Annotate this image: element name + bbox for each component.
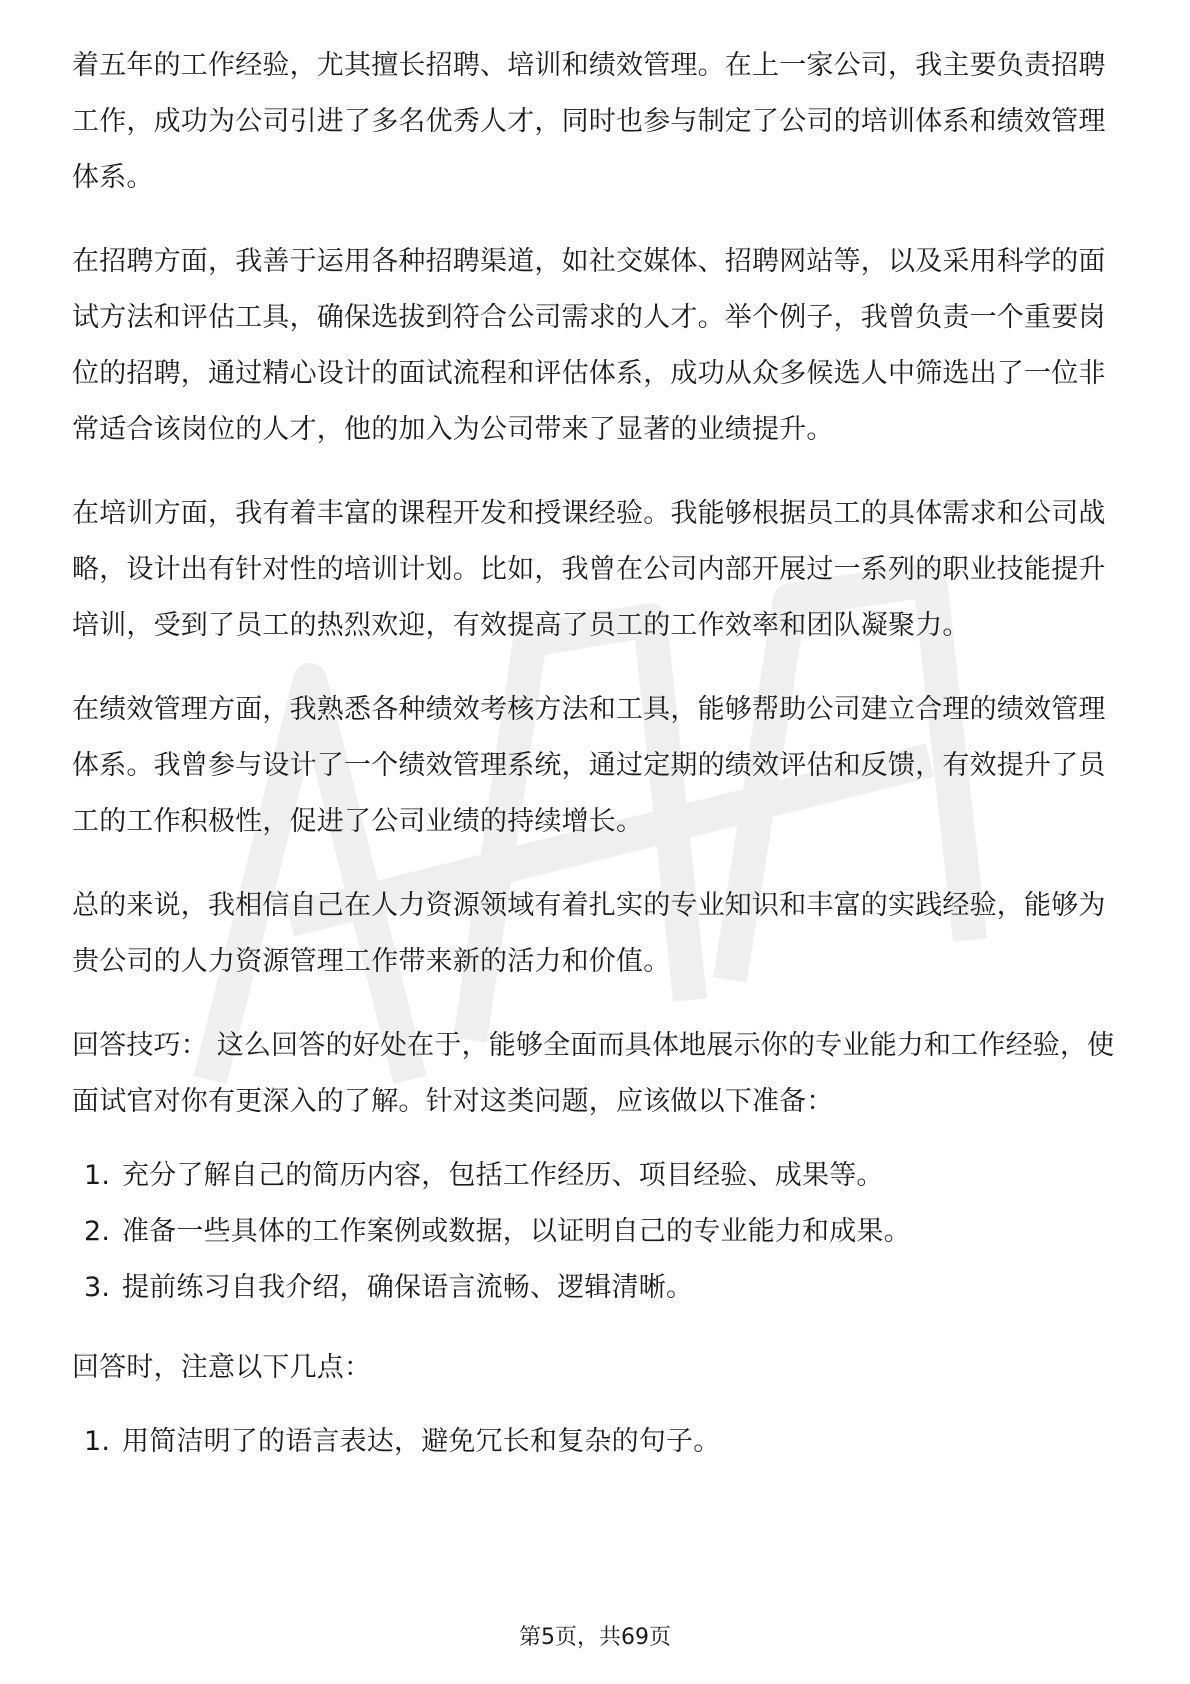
list-number: 2. xyxy=(84,1216,111,1247)
page-number-footer: 第5页，共69页 xyxy=(519,1625,671,1650)
notes-list xyxy=(72,1414,1118,1470)
paragraph-performance: 在绩效管理方面，我熟悉各种绩效考核方法和工具，能够帮助公司建立合理的绩效管理体系。我曾参与设计了一个绩效管理系统，通过定期的绩效评估和反馈，有效提升了员工的工作积极性，促进了公司业绩的持续增长。 xyxy=(72,694,1106,837)
body-content xyxy=(72,38,1118,1494)
list-item xyxy=(72,1260,1118,1316)
paragraph-recruitment: 在招聘方面，我善于运用各种招聘渠道，如社交媒体、招聘网站等，以及采用科学的面试方法和评估工具，确保选拔到符合公司需求的人才。举个例子，我曾负责一个重要岗位的招聘，通过精心设计的面试流程和评估体系，成功从众多候选人中筛选出了一位非常适合该岗位的人才，他的加入为公司带来了显著的业绩提升。 xyxy=(72,246,1106,445)
paragraph-conclusion: 总的来说，我相信自己在人力资源领域有着扎实的专业知识和丰富的实践经验，能够为贵公司的人力资源管理工作带来新的活力和价值。 xyxy=(72,890,1106,977)
paragraph-experience-summary: 着五年的工作经验，尤其擅长招聘、培训和绩效管理。在上一家公司，我主要负责招聘工作，成功为公司引进了多名优秀人才，同时也参与制定了公司的培训体系和绩效管理体系。 xyxy=(72,50,1106,193)
list-item xyxy=(72,1204,1118,1260)
list-text: 准备一些具体的工作案例或数据，以证明自己的专业能力和成果。 xyxy=(122,1216,911,1247)
list-number: 1. xyxy=(84,1160,111,1191)
paragraph-answer-notes: 回答时，注意以下几点： xyxy=(72,1352,372,1383)
list-item xyxy=(72,1148,1118,1204)
list-text: 充分了解自己的简历内容，包括工作经历、项目经验、成果等。 xyxy=(122,1160,884,1191)
paragraph-training: 在培训方面，我有着丰富的课程开发和授课经验。我能够根据员工的具体需求和公司战略，设计出有针对性的培训计划。比如，我曾在公司内部开展过一系列的职业技能提升培训，受到了员工的热烈欢迎，有效提高了员工的工作效率和团队凝聚力。 xyxy=(72,498,1106,641)
list-number: 1. xyxy=(84,1426,111,1457)
preparation-list xyxy=(72,1148,1118,1316)
list-item xyxy=(72,1414,1118,1470)
paragraph-answer-tips: 回答技巧： 这么回答的好处在于，能够全面而具体地展示你的专业能力和工作经验，使面试官对你有更深入的了解。针对这类问题，应该做以下准备： xyxy=(72,1030,1115,1117)
list-number: 3. xyxy=(84,1272,111,1303)
list-text: 用简洁明了的语言表达，避免冗长和复杂的句子。 xyxy=(122,1426,721,1457)
list-text: 提前练习自我介绍，确保语言流畅、逻辑清晰。 xyxy=(122,1272,694,1303)
